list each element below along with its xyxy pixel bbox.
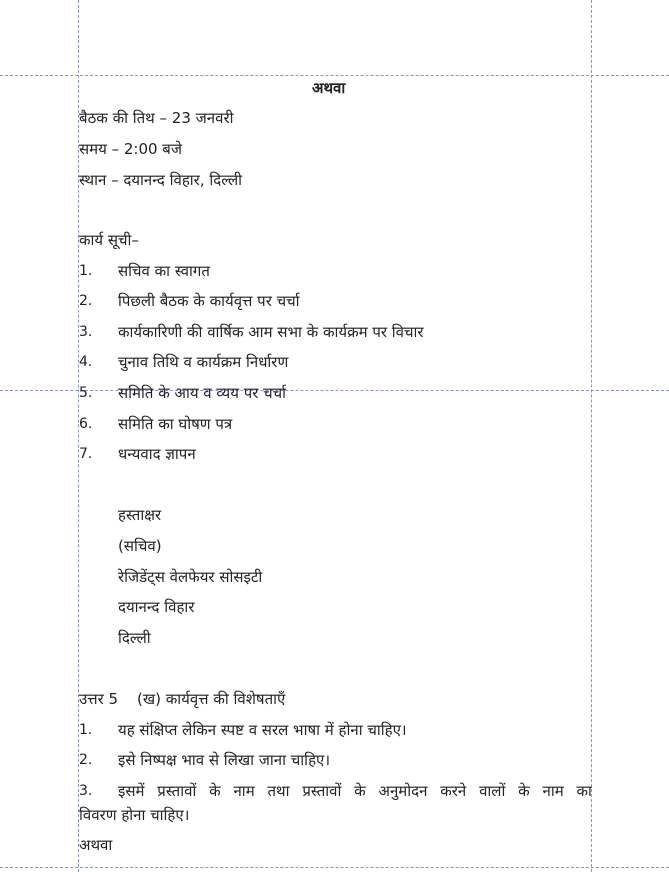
answer-point-word: प्रस्तावों [302,782,342,800]
organization-area: दयानन्द विहार [118,598,195,616]
answer-point-word: के [518,782,530,800]
margin-guide-left [78,0,79,872]
agenda-label: कार्य सूची– [79,231,139,249]
margin-guide-right [591,0,592,872]
answer-point-word: के [209,782,221,800]
answer-point-word: के [354,782,366,800]
margin-guide-bottom [0,867,669,868]
answer-point-number: 3. [79,783,93,799]
agenda-item-number: 6. [79,416,93,432]
meeting-date: बैठक की तिथ – 23 जनवरी [79,109,234,127]
footer-text: अथवा [79,836,113,854]
agenda-item-text: धन्यवाद ज्ञापन [118,445,196,463]
section-heading: अथवा [312,79,346,97]
agenda-item-text: चुनाव तिथि व कार्यक्रम निर्धारण [118,353,289,371]
meeting-place: स्थान – दयानन्द विहार, दिल्ली [79,171,243,189]
answer-point-text: यह संक्षिप्त लेकिन स्पष्ट व सरल भाषा में होना चाहिए। [118,721,407,739]
agenda-item-number: 4. [79,354,93,370]
answer-point-word: अनुमोदन [378,782,428,800]
agenda-item-text: सचिव का स्वागत [118,262,210,280]
meeting-time: समय – 2:00 बजे [79,140,182,158]
agenda-item-number: 2. [79,293,93,309]
answer-point-word: तथा [267,782,290,800]
signature-label: हस्ताक्षर [118,506,162,524]
agenda-item-number: 7. [79,446,93,462]
signatory-role: (सचिव) [118,537,162,555]
answer-point-word: वालों [479,782,506,800]
answer-point-text [118,781,592,801]
answer-point-word: प्रस्तावों [157,782,197,800]
agenda-item-text: समिति का घोषण पत्र [118,415,233,433]
agenda-item-text: कार्यकारिणी की वार्षिक आम सभा के कार्यक्रम पर विचार [118,323,424,341]
agenda-item-number: 5. [79,385,93,401]
agenda-item-text: समिति के आय व व्यय पर चर्चा [118,384,287,402]
organization-name: रेजिडेंट्स वेलफेयर सोसइटी [118,568,263,586]
agenda-item-number: 1. [79,263,93,279]
answer-point-word: इसमें [118,782,145,800]
page-break-guide [0,390,669,391]
answer-point-continuation: विवरण होना चाहिए। [79,806,190,824]
answer-point-number: 2. [79,752,93,768]
answer-point-word: का [576,782,592,800]
answer-heading: (ख) कार्यवृत्त की विशेषताएँ [137,690,286,708]
answer-point-word: करने [440,782,467,800]
agenda-item-text: पिछली बैठक के कार्यवृत्त पर चर्चा [118,292,300,310]
margin-guide-top [0,75,669,76]
answer-number: उत्तर 5 [79,690,119,708]
agenda-item-number: 3. [79,324,93,340]
answer-point-word: नाम [542,782,564,800]
answer-point-text: इसे निष्पक्ष भाव से लिखा जाना चाहिए। [118,751,331,769]
answer-point-word: नाम [233,782,255,800]
organization-city: दिल्ली [118,629,151,647]
answer-point-number: 1. [79,722,93,738]
